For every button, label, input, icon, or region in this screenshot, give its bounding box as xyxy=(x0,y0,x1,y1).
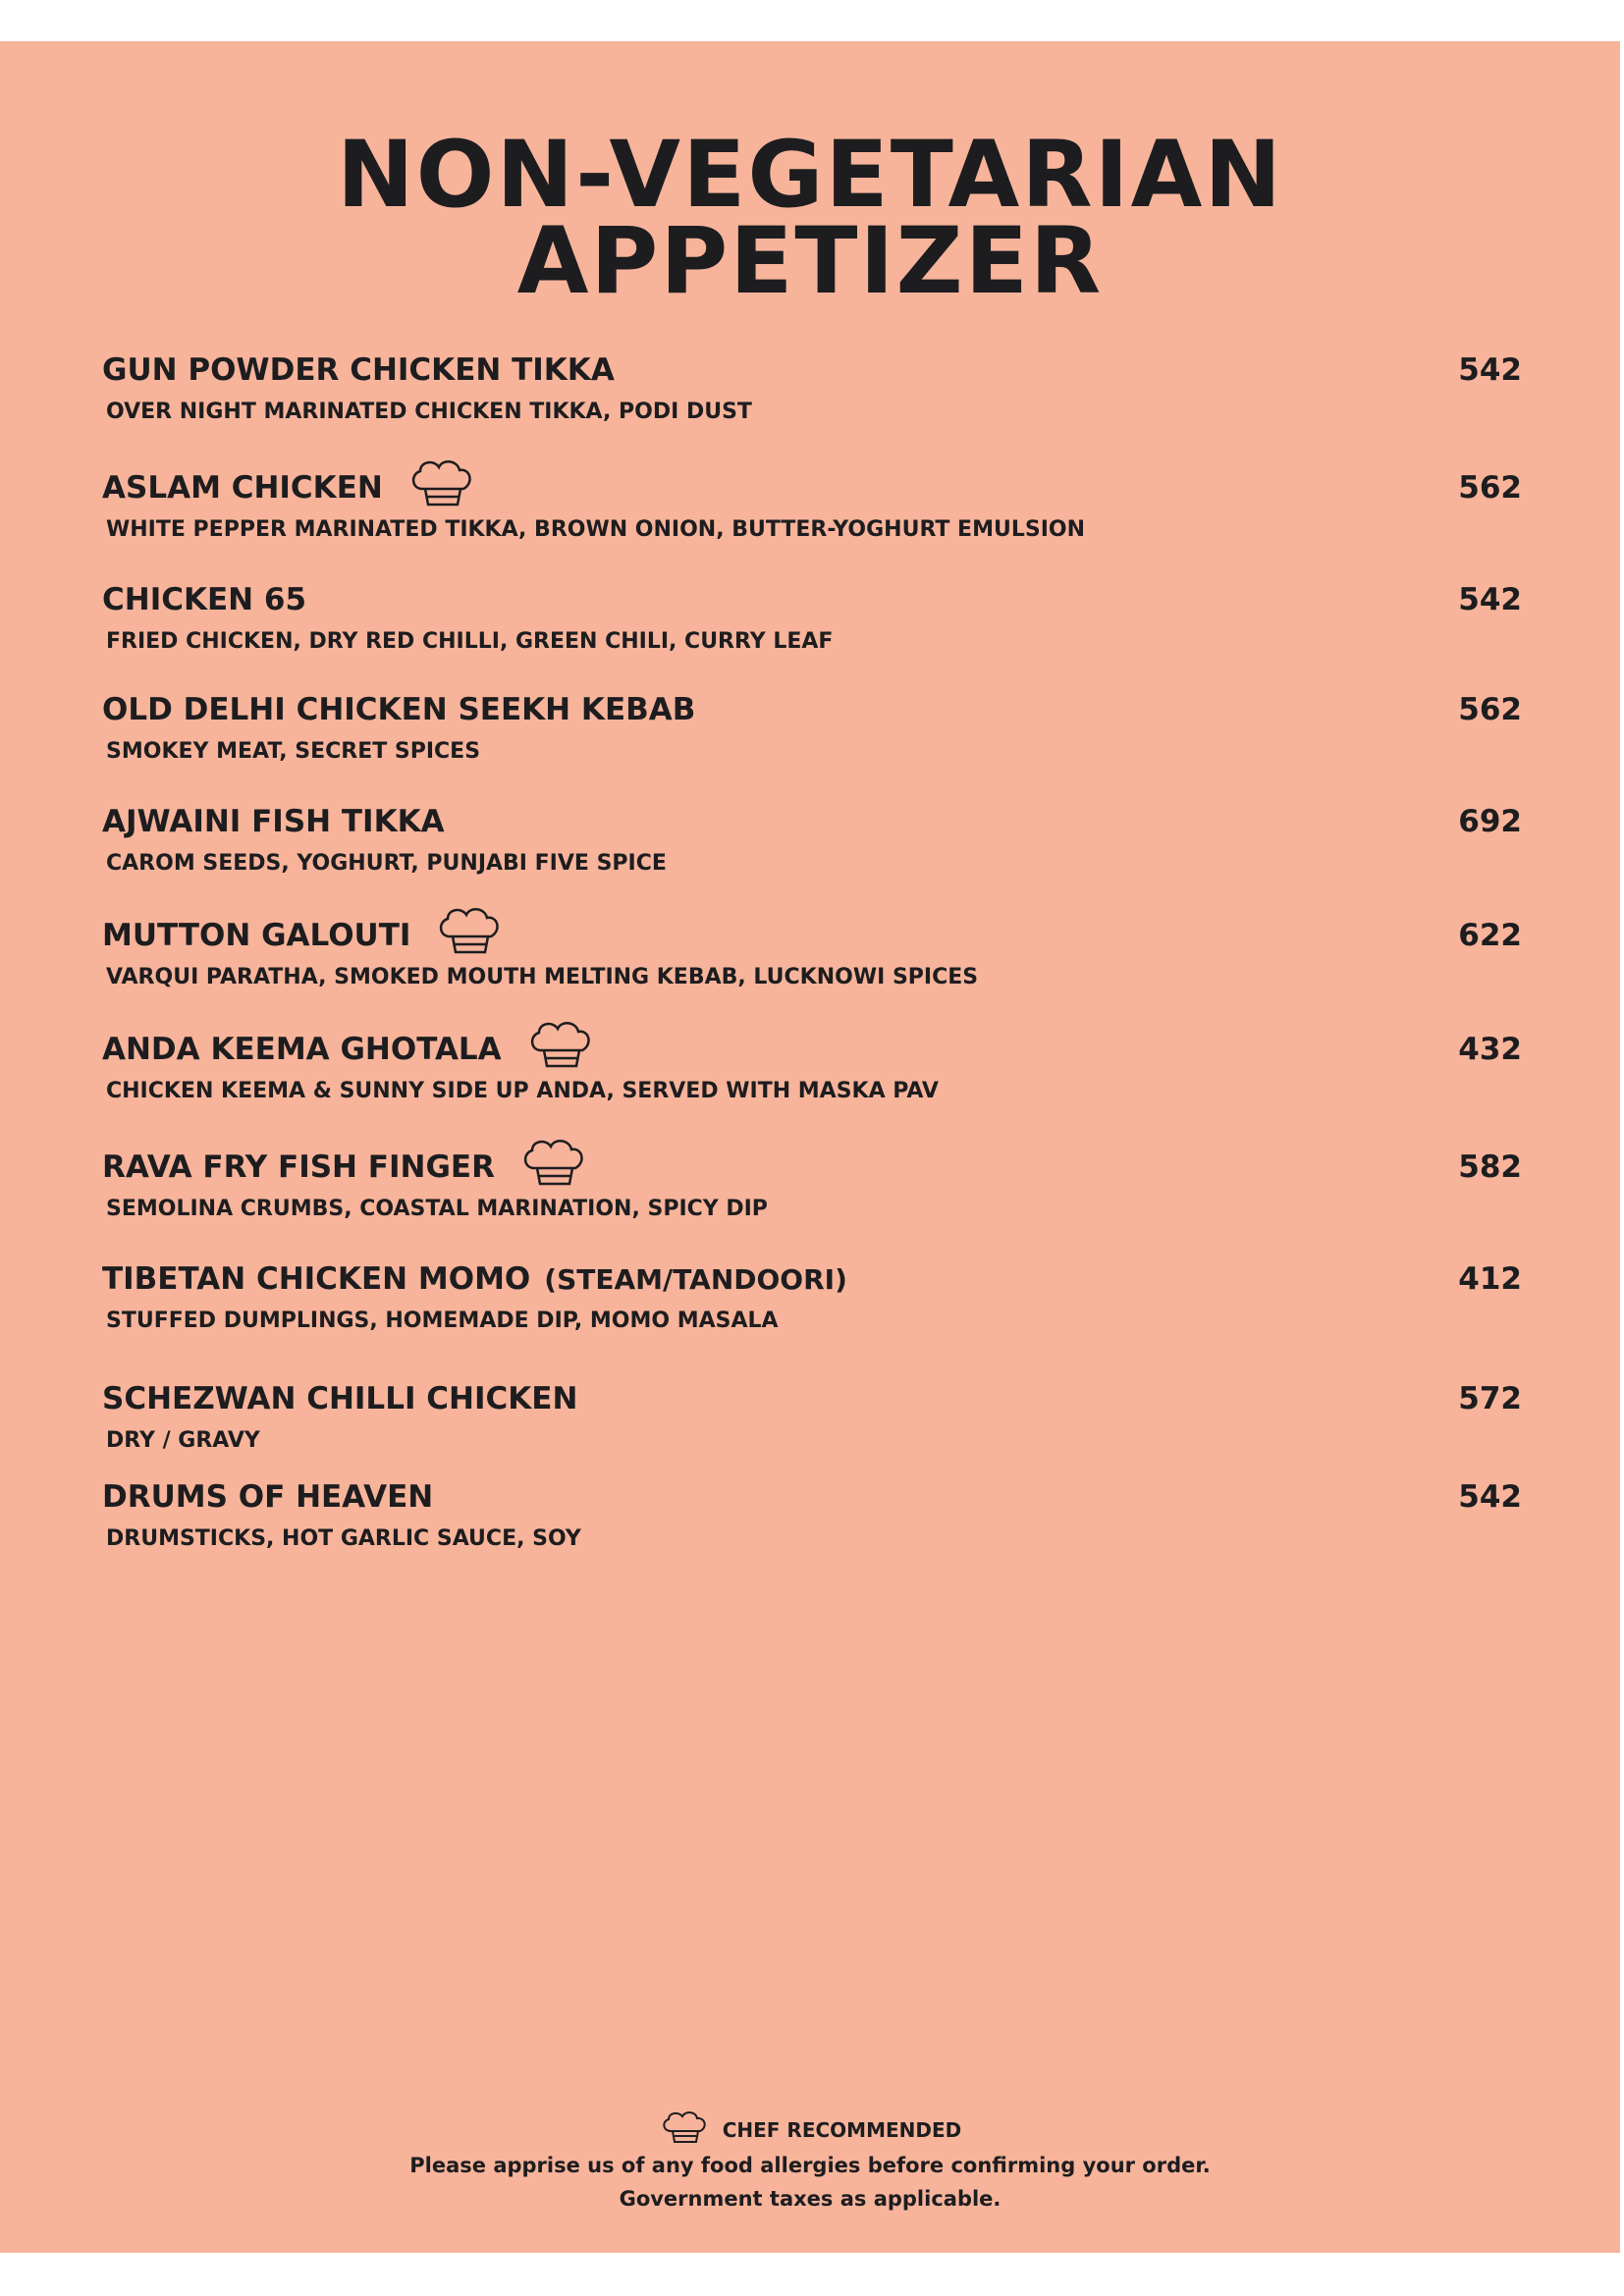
chef-hat-icon xyxy=(659,2109,712,2145)
menu-item-variant: (STEAM/TANDOORI) xyxy=(544,1263,847,1296)
menu-item xyxy=(102,1478,1522,1557)
chef-hat-icon xyxy=(518,1137,591,1188)
menu-item xyxy=(102,469,1522,548)
menu-item-name xyxy=(102,581,306,618)
menu-item xyxy=(102,1260,1522,1339)
page-title-line-2: APPETIZER xyxy=(516,208,1104,315)
menu-item xyxy=(102,351,1522,430)
menu-item-name xyxy=(102,1031,598,1070)
menu-item-name-text: RAVA FRY FISH FINGER xyxy=(102,1149,495,1185)
menu-item-name xyxy=(102,1148,591,1188)
menu-item-name-text: DRUMS OF HEAVEN xyxy=(102,1479,434,1515)
menu-item-description: SMOKEY MEAT, SECRET SPICES xyxy=(106,739,481,764)
menu-item-name-text: AJWAINI FISH TIKKA xyxy=(102,804,445,839)
menu-item-name-text: ASLAM CHICKEN xyxy=(102,470,383,506)
menu-item-description: CHICKEN KEEMA & SUNNY SIDE UP ANDA, SERVED WITH MASKA PAV xyxy=(106,1079,939,1103)
menu-item-name-text: GUN POWDER CHICKEN TIKKA xyxy=(102,352,615,388)
allergy-note: Please apprise us of any food allergies before confirming your order. xyxy=(409,2154,1211,2177)
menu-item-price: 542 xyxy=(1458,352,1522,388)
menu-item-name-text: SCHEZWAN CHILLI CHICKEN xyxy=(102,1381,578,1416)
menu-item-name xyxy=(102,351,615,389)
menu-item-price: 562 xyxy=(1458,692,1522,727)
menu-item-name xyxy=(102,1478,433,1516)
menu-item-price: 622 xyxy=(1458,918,1522,953)
menu-item-description: STUFFED DUMPLINGS, HOMEMADE DIP, MOMO MASALA xyxy=(106,1308,779,1333)
menu-item-name xyxy=(102,469,479,508)
chef-hat-icon xyxy=(434,905,507,956)
menu-item-price: 562 xyxy=(1458,470,1522,506)
menu-item-name xyxy=(102,803,445,840)
menu-item-price: 432 xyxy=(1458,1032,1522,1067)
menu-item-price: 412 xyxy=(1458,1261,1522,1297)
menu-item-name xyxy=(102,917,507,956)
chef-hat-icon xyxy=(406,457,479,508)
menu-item-name xyxy=(102,691,695,728)
menu-item-price: 572 xyxy=(1458,1381,1522,1416)
menu-item-name xyxy=(102,1260,847,1299)
menu-item-name-text: TIBETAN CHICKEN MOMO xyxy=(102,1261,531,1297)
menu-item-name-text: OLD DELHI CHICKEN SEEKH KEBAB xyxy=(102,692,696,727)
menu-item xyxy=(102,1380,1522,1459)
menu-item-name-text: CHICKEN 65 xyxy=(102,582,307,617)
menu-item-name xyxy=(102,1380,577,1417)
menu-item-description: VARQUI PARATHA, SMOKED MOUTH MELTING KEBAB, LUCKNOWI SPICES xyxy=(106,965,979,989)
chef-recommended-label: CHEF RECOMMENDED xyxy=(722,2118,962,2142)
menu-item xyxy=(102,803,1522,881)
menu-item xyxy=(102,1148,1522,1227)
menu-item-description: OVER NIGHT MARINATED CHICKEN TIKKA, PODI DUST xyxy=(106,400,752,424)
menu-page xyxy=(0,41,1620,2253)
menu-item-price: 692 xyxy=(1458,804,1522,839)
menu-item-name-text: ANDA KEEMA GHOTALA xyxy=(102,1032,502,1067)
chef-hat-icon xyxy=(525,1019,598,1070)
menu-item-description: DRUMSTICKS, HOT GARLIC SAUCE, SOY xyxy=(106,1526,581,1551)
tax-note: Government taxes as applicable. xyxy=(619,2187,1001,2211)
menu-item-description: SEMOLINA CRUMBS, COASTAL MARINATION, SPICY DIP xyxy=(106,1197,768,1221)
menu-item-description: FRIED CHICKEN, DRY RED CHILLI, GREEN CHILI, CURRY LEAF xyxy=(106,629,834,654)
menu-item-name-text: MUTTON GALOUTI xyxy=(102,918,411,953)
menu-item xyxy=(102,691,1522,770)
menu-item xyxy=(102,1031,1522,1109)
menu-item xyxy=(102,917,1522,995)
menu-item-price: 582 xyxy=(1458,1149,1522,1185)
menu-item-description: WHITE PEPPER MARINATED TIKKA, BROWN ONION, BUTTER-YOGHURT EMULSION xyxy=(106,517,1086,542)
menu-item-price: 542 xyxy=(1458,1479,1522,1515)
menu-item xyxy=(102,581,1522,660)
menu-item-description: DRY / GRAVY xyxy=(106,1428,260,1453)
menu-item-description: CAROM SEEDS, YOGHURT, PUNJABI FIVE SPICE xyxy=(106,851,667,876)
chef-recommended-legend xyxy=(0,2110,1620,2150)
menu-item-price: 542 xyxy=(1458,582,1522,617)
page-title-line-1: NON-VEGETARIAN xyxy=(336,122,1284,229)
